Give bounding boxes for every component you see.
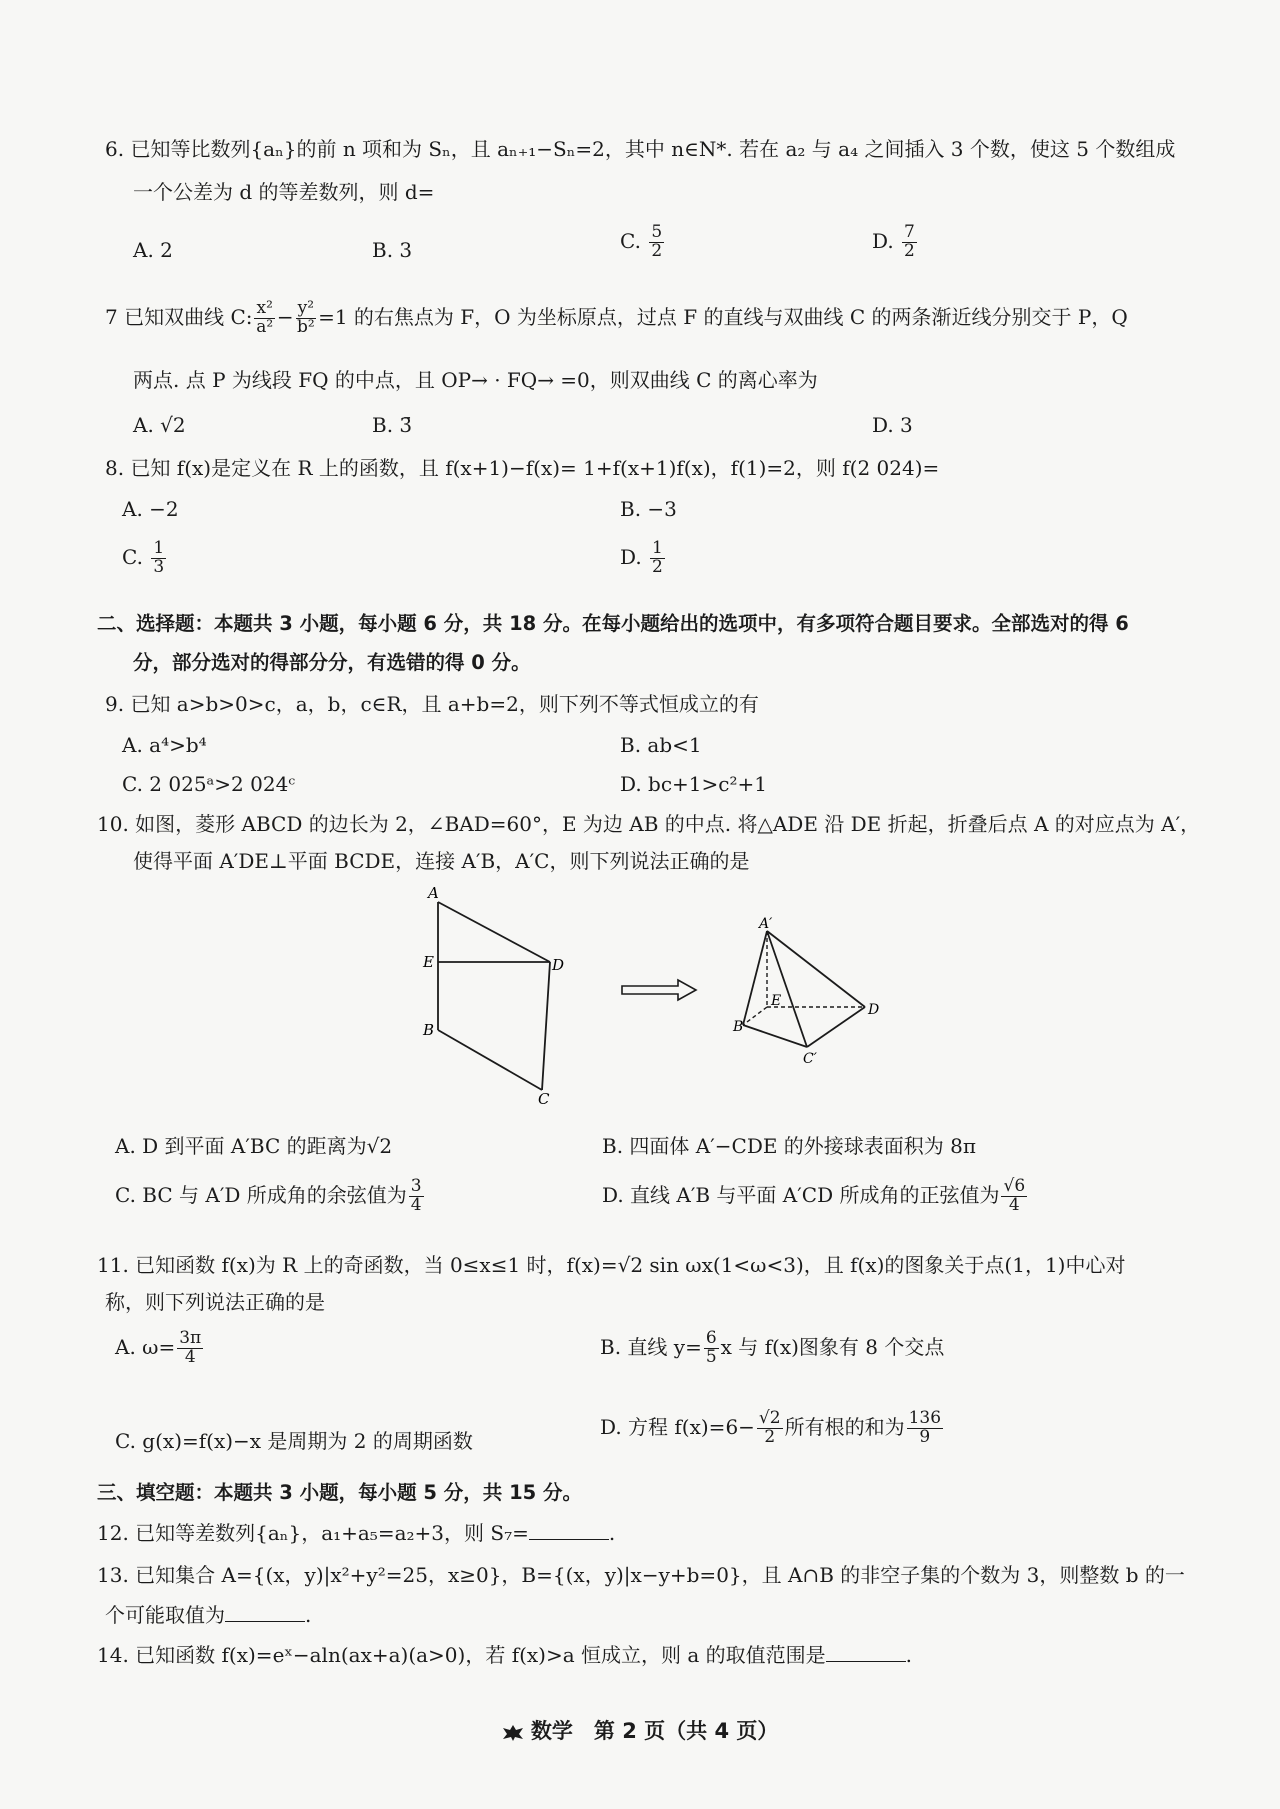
q11-option-b-text: B. 直线 y= [600, 1334, 702, 1359]
q13-stem-line2 [105, 1603, 311, 1627]
q7-minus: − [276, 304, 294, 329]
q12-text: 12. 已知等差数列{aₙ}，a₁+a₅=a₂+3，则 S₇= [97, 1521, 529, 1545]
q14-text: 14. 已知函数 f(x)=eˣ−aln(ax+a)(a>0)，若 f(x)>a 恒成立，则 a 的取值范围是 [97, 1643, 826, 1667]
q8-option-c-label: C. [122, 544, 143, 569]
q10-option-b: B. 四面体 A′−CDE 的外接球表面积为 8π [602, 1134, 977, 1158]
q10-option-d-text: D. 直线 A′B 与平面 A′CD 所成角的正弦值为 [602, 1182, 1000, 1207]
folded-edge-a-c [767, 931, 807, 1047]
label-e-folded: E [771, 993, 782, 1009]
q11-option-a-label: A. ω= [115, 1334, 176, 1359]
section-3-heading: 三、填空题：本题共 3 小题，每小题 5 分，共 15 分。 [97, 1481, 583, 1504]
label-e: E [423, 953, 434, 971]
q8-stem-line1: 8. 已知 f(x)是定义在 R 上的函数，且 f(x+1)−f(x)= 1+f(x+1)f(x)，f(1)=2，则 f(2 024)= [105, 456, 940, 480]
q6-option-c-fraction [649, 224, 664, 261]
q10-d-num: √6 [1003, 1176, 1026, 1196]
q11-b-den: 5 [705, 1346, 717, 1367]
q7-frac-x-num: x² [256, 298, 273, 318]
folded-edge-a-d [767, 931, 865, 1007]
label-b: B [423, 1021, 435, 1039]
q10-stem-line1: 10. 如图，菱形 ABCD 的边长为 2，∠BAD=60°，E 为边 AB 的中点. 将△ADE 沿 DE 折起，折叠后点 A 的对应点为 A′， [97, 812, 1201, 836]
label-c-prime: C′ [803, 1051, 817, 1067]
q8-d-den: 2 [652, 556, 663, 577]
q10-c-den: 4 [410, 1194, 422, 1215]
q8-option-d-fraction [650, 540, 665, 577]
q11-b-num: 6 [705, 1328, 717, 1348]
q7-frac-y-den: b² [297, 316, 315, 337]
q10-option-a: A. D 到平面 A′BC 的距离为√2 [115, 1134, 393, 1158]
label-d-folded: D [868, 1002, 880, 1018]
q6-stem-line2: 一个公差为 d 的等差数列，则 d= [133, 180, 435, 204]
q7-stem-line1 [105, 300, 1128, 337]
q7-stem-pre: 7 已知双曲线 C: [105, 304, 253, 329]
q6-option-d-label: D. [872, 228, 894, 253]
q8-option-c [122, 540, 168, 577]
q11-option-a-fraction [177, 1330, 203, 1367]
label-b-folded: B [733, 1019, 744, 1035]
q6-option-c [620, 224, 666, 261]
section-2-heading-line1: 二、选择题：本题共 3 小题，每小题 6 分，共 18 分。在每小题给出的选项中，有多项符合题目要求。全部选对的得 6 [97, 612, 1129, 635]
folded-edge-b-c [743, 1025, 807, 1047]
q7-frac-x-den: a² [256, 316, 274, 337]
q9-option-c: C. 2 025ᵃ>2 024ᶜ [122, 772, 296, 796]
q11-option-d-frac2 [907, 1410, 943, 1447]
q10-figure-folded [725, 915, 895, 1070]
q8-option-c-fraction [151, 540, 166, 577]
q7-stem-post: =1 的右焦点为 F，O 为坐标原点，过点 F 的直线与双曲线 C 的两条渐近线分别交于 P，Q [318, 304, 1128, 329]
q14-stem [97, 1643, 912, 1667]
q11-a-den: 4 [184, 1346, 196, 1367]
q7-frac-x [254, 300, 274, 337]
label-c: C [538, 1090, 550, 1105]
q11-option-c: C. g(x)=f(x)−x 是周期为 2 的周期函数 [115, 1429, 473, 1453]
q11-d-num1: √2 [758, 1408, 781, 1428]
footer-text: 数学 第 2 页（共 4 页） [530, 1719, 779, 1743]
rhombus-edge-ad [438, 902, 550, 962]
q6-c-num: 5 [651, 222, 663, 242]
q12-stem [97, 1521, 615, 1545]
q10-stem-line2: 使得平面 A′DE⊥平面 BCDE，连接 A′B，A′C，则下列说法正确的是 [133, 849, 750, 873]
q9-stem-line1: 9. 已知 a>b>0>c，a，b，c∈R，且 a+b=2，则下列不等式恒成立的有 [105, 692, 759, 716]
q13-answer-blank[interactable] [225, 1603, 305, 1622]
rhombus-edge-dc [542, 962, 550, 1090]
q9-option-b: B. ab<1 [620, 733, 702, 757]
q9-option-a: A. a⁴>b⁴ [122, 733, 207, 757]
logo-icon [502, 1723, 524, 1741]
q6-d-num: 7 [904, 222, 915, 242]
q10-option-c-fraction [409, 1178, 424, 1215]
q11-option-d-frac1 [757, 1410, 783, 1447]
folded-edge-c-d [807, 1007, 865, 1047]
q10-option-c [115, 1178, 426, 1215]
q14-end: . [905, 1643, 913, 1667]
q10-c-num: 3 [410, 1176, 422, 1196]
q8-c-num: 1 [153, 538, 165, 558]
q11-stem-line2: 称，则下列说法正确的是 [105, 1290, 325, 1314]
q11-option-d-mid: 所有根的和为 [784, 1414, 905, 1439]
section-2-heading-line2: 分，部分选对的得部分分，有选错的得 0 分。 [133, 651, 531, 674]
q7-option-b: B. 3̄ [372, 413, 413, 437]
q11-a-num: 3π [179, 1328, 202, 1348]
q10-option-d-fraction [1001, 1178, 1027, 1215]
q11-option-a [115, 1330, 205, 1367]
q11-d-num2: 136 [908, 1408, 942, 1428]
folded-edge-a-b [743, 931, 767, 1025]
q6-option-a: A. 2 [133, 238, 173, 262]
label-d: D [552, 956, 565, 974]
q13-stem-line1: 13. 已知集合 A={(x，y)|x²+y²=25，x≥0}，B={(x，y)|x−y+b=0}，且 A∩B 的非空子集的个数为 3，则整数 b 的一 [97, 1563, 1185, 1587]
q10-d-den: 4 [1008, 1194, 1020, 1215]
q11-option-b [600, 1330, 944, 1367]
q11-d-den2: 9 [919, 1426, 931, 1447]
q6-stem-line1: 6. 已知等比数列{aₙ}的前 n 项和为 Sₙ，且 aₙ₊₁−Sₙ=2，其中 n∈N*. 若在 a₂ 与 a₄ 之间插入 3 个数，使这 5 个数组成 [105, 137, 1176, 161]
q7-frac-y [296, 300, 316, 337]
q8-option-a: A. −2 [122, 497, 179, 521]
q10-option-d [602, 1178, 1029, 1215]
q11-option-d-text: D. 方程 f(x)=6− [600, 1414, 755, 1439]
q6-option-b: B. 3 [372, 238, 413, 262]
q14-answer-blank[interactable] [826, 1643, 906, 1662]
q6-option-d-fraction [902, 224, 917, 261]
label-a: A [428, 884, 439, 902]
q8-d-num: 1 [652, 538, 663, 558]
q6-option-c-label: C. [620, 228, 641, 253]
q7-frac-y-num: y² [297, 298, 315, 318]
q10-fold-arrow [620, 978, 700, 1002]
q6-d-den: 2 [904, 240, 915, 261]
label-a-prime: A′ [759, 916, 773, 932]
q6-option-d [872, 224, 919, 261]
page-footer [0, 1715, 1280, 1745]
q11-option-b-post: x 与 f(x)图象有 8 个交点 [720, 1334, 945, 1359]
q8-option-d [620, 540, 667, 577]
q10-figure-rhombus [420, 880, 580, 1105]
q12-end: . [608, 1521, 616, 1545]
q13-text2: 个可能取值为 [105, 1603, 225, 1627]
q6-c-den: 2 [651, 240, 663, 261]
q7-option-d: D. 3 [872, 413, 913, 437]
rhombus-edge-bc [438, 1030, 542, 1090]
q8-option-b: B. −3 [620, 497, 677, 521]
q7-stem-line2: 两点. 点 P 为线段 FQ 的中点，且 OP→ · FQ→ =0，则双曲线 C 的离心率为 [133, 368, 818, 392]
q8-c-den: 3 [153, 556, 165, 577]
q10-option-c-text: C. BC 与 A′D 所成角的余弦值为 [115, 1182, 407, 1207]
q11-option-b-fraction [704, 1330, 719, 1367]
q11-d-den1: 2 [764, 1426, 776, 1447]
q7-option-a: A. √2 [133, 413, 186, 437]
q12-answer-blank[interactable] [529, 1521, 609, 1540]
q13-end: . [305, 1603, 312, 1627]
q11-stem-line1: 11. 已知函数 f(x)为 R 上的奇函数，当 0≤x≤1 时，f(x)=√2 sin ωx(1<ω<3)，且 f(x)的图象关于点(1，1)中心对 [97, 1253, 1126, 1277]
q9-option-d: D. bc+1>c²+1 [620, 772, 767, 796]
q8-option-d-label: D. [620, 544, 642, 569]
q11-option-d [600, 1410, 945, 1447]
